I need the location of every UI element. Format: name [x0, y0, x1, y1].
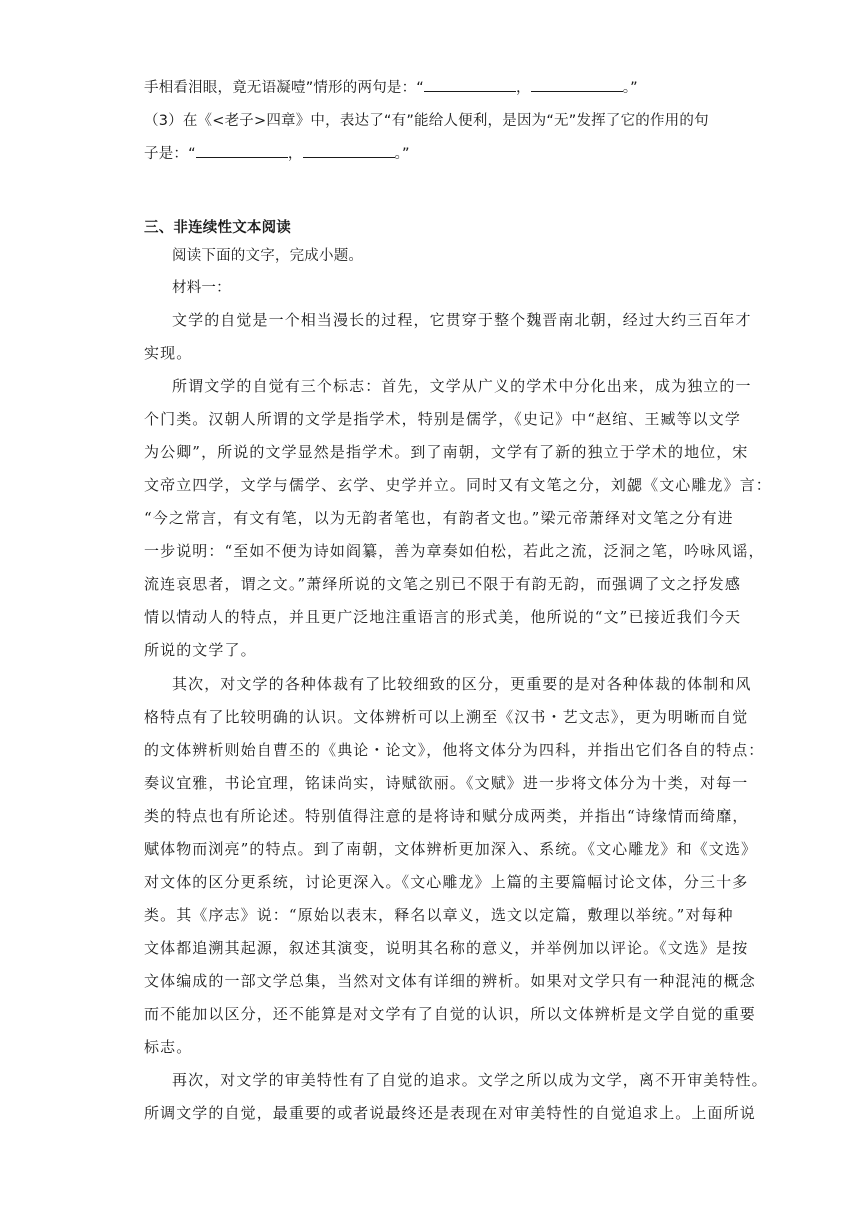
passage-line: 为公卿”，所说的文学显然是指学术。到了南朝，文学有了新的独立于学术的地位，宋 — [144, 443, 749, 461]
passage-line: 流连哀思者，谓之文。”萧绎所说的文笔之别已不限于有韵无韵，而强调了文之抒发感 — [144, 575, 741, 593]
question-3-line-2 — [144, 142, 410, 163]
passage-line: 类的特点也有所论述。特别值得注意的是将诗和赋分成两类，并指出“诗缘情而绮靡， — [144, 807, 749, 825]
passage-line: 文体编成的一部文学总集，当然对文体有详细的辨析。如果对文学只有一种混沌的概念 — [144, 972, 756, 990]
passage-line: “今之常言，有文有笔，以为无韵者笔也，有韵者文也。”梁元帝萧绎对文笔之分有进 — [144, 509, 734, 527]
question-3-line-1: （3）在《<老子>四章》中，表达了“有”能给人便利，是因为“无”发挥了它的作用的句 — [144, 113, 709, 129]
passage-line: 个门类。汉朝人所谓的文学是指学术，特别是儒学，《史记》中“赵绾、王臧等以文学 — [144, 410, 741, 428]
passage-line: 文体都追溯其起源，叙述其演变，说明其名称的意义，并举例加以评论。《文选》是按 — [144, 939, 749, 957]
passage-line: 情以情动人的特点，并且更广泛地注重语言的形式美，他所说的“文”已接近我们今天 — [144, 608, 742, 626]
material-label: 材料一： — [172, 280, 231, 296]
passage-line: 奏议宜雅，书论宜理，铭诔尚实，诗赋欲丽。《文赋》进一步将文体分为十类，对每一 — [144, 774, 749, 792]
question-text: 。” — [394, 146, 410, 162]
passage-line: 而不能加以区分，还不能算是对文学有了自觉的认识，所以文体辨析是文学自觉的重要 — [144, 1005, 756, 1023]
passage-line: 实现。 — [144, 344, 193, 362]
passage-line: 一步说明：“至如不便为诗如阎纂，善为章奏如伯松，若此之流，泛洞之笔，吟咏风谣， — [144, 542, 765, 560]
passage-line: 格特点有了比较明确的认识。文体辨析可以上溯至《汉书・艺文志》，更为明晰而自觉 — [144, 708, 749, 726]
passage-line: 的文体辨析则始自曹丕的《典论・论文》，他将文体分为四科，并指出它们各自的特点： — [144, 741, 765, 759]
answer-blank[interactable] — [424, 77, 516, 92]
passage-line: 对文体的区分更系统，讨论更深入。《文心雕龙》上篇的主要篇幅讨论文体，分三十多 — [144, 873, 749, 891]
question-text: ， — [516, 80, 531, 96]
passage-line: 类。其《序志》说：“原始以表末，释名以章义，选文以定篇，敷理以举统。”对每种 — [144, 906, 734, 924]
question-text: ， — [287, 146, 303, 162]
question-text: 子是：“ — [144, 146, 196, 162]
answer-blank[interactable] — [531, 77, 623, 92]
passage-line: 文帝立四学，文学与儒学、玄学、史学并立。同时又有文笔之分，刘勰《文心雕龙》言： — [144, 476, 772, 494]
section-heading: 三、非连续性文本阅读 — [144, 220, 291, 236]
passage-line: 再次，对文学的审美特性有了自觉的追求。文学之所以成为文学，离不开审美特性。 — [172, 1071, 768, 1089]
question-text: 手相看泪眼，竟无语凝噎”情形的两句是：“ — [144, 80, 425, 96]
answer-blank[interactable] — [303, 143, 395, 158]
question-line-1 — [144, 76, 638, 97]
passage-line: 所谓文学的自觉有三个标志：首先，文学从广义的学术中分化出来，成为独立的一 — [172, 377, 752, 395]
passage-line: 其次，对文学的各种体裁有了比较细致的区分，更重要的是对各种体裁的体制和风 — [172, 675, 752, 693]
answer-blank[interactable] — [196, 143, 288, 158]
question-text: 。” — [622, 80, 638, 96]
passage-line: 所调文学的自觉，最重要的或者说最终还是表现在对审美特性的自觉追求上。上面所说 — [144, 1104, 756, 1122]
instruction-text: 阅读下面的文字，完成小题。 — [172, 248, 364, 264]
passage-line: 赋体物而浏亮”的特点。到了南朝，文体辨析更加深入、系统。《文心雕龙》和《文选》 — [144, 840, 758, 858]
passage-line: 标志。 — [144, 1038, 193, 1056]
passage-line: 文学的自觉是一个相当漫长的过程，它贯穿于整个魏晋南北朝，经过大约三百年才 — [172, 311, 752, 329]
passage-line: 所说的文学了。 — [144, 641, 257, 659]
